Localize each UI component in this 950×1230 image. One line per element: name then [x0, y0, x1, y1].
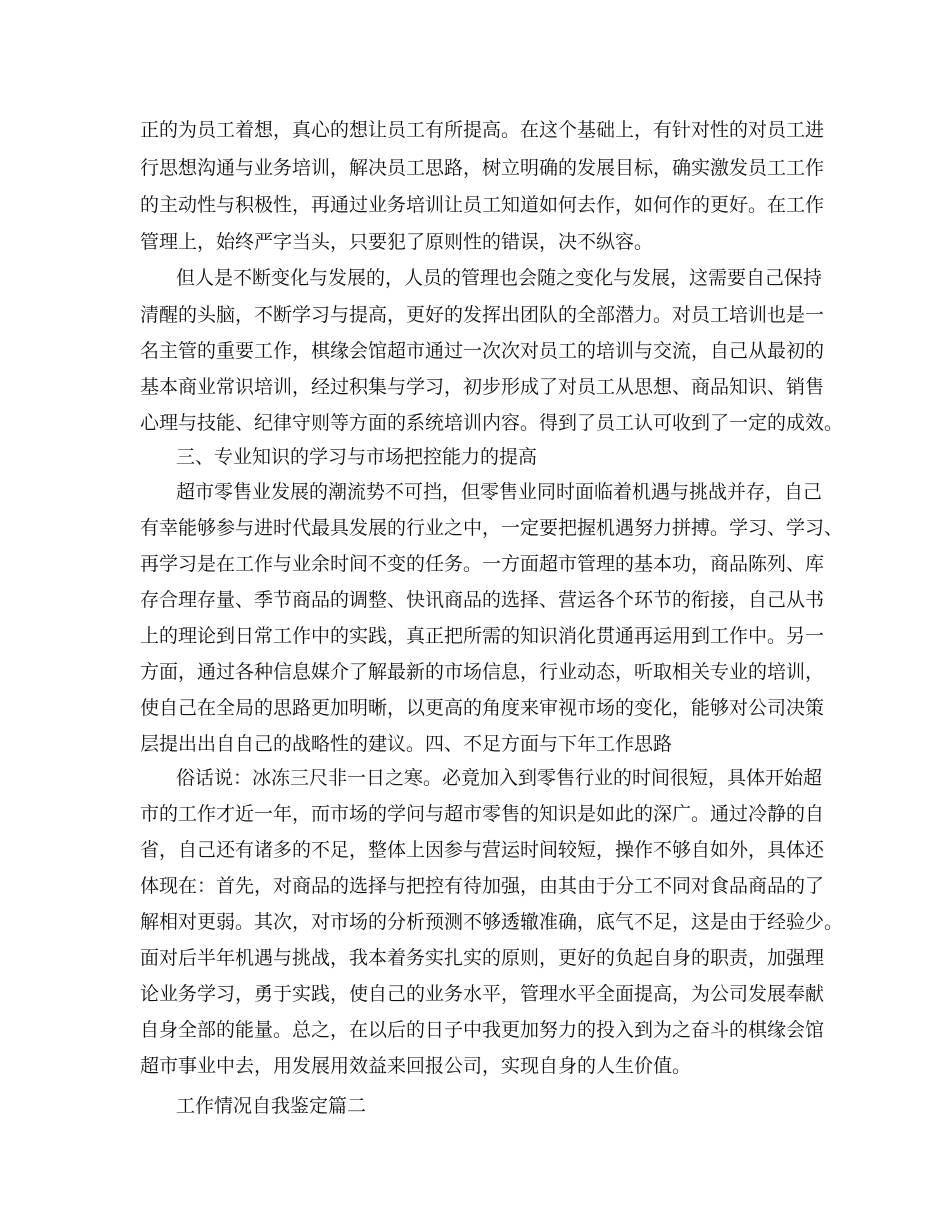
text-line: 自身全部的能量。总之，在以后的日子中我更加努力的投入到为之奋斗的棋缘会馆 — [140, 1019, 825, 1041]
text-line: 基本商业常识培训，经过积集与学习，初步形成了对员工从思想、商品知识、销售 — [140, 376, 825, 398]
text-line: 面对后半年机遇与挑战，我本着务实扎实的原则，更好的负起自身的职责，加强理 — [140, 947, 825, 969]
text-line: 上的理论到日常工作中的实践，真正把所需的知识消化贯通再运用到工作中。另一 — [140, 625, 825, 647]
text-line: 方面，通过各种信息媒介了解最新的市场信息，行业动态，听取相关专业的培训， — [140, 661, 825, 683]
text-line: 有幸能够参与进时代最具发展的行业之中，一定要把握机遇努力拼搏。学习、学习、 — [140, 517, 844, 539]
text-line: 正的为员工着想，真心的想让员工有所提高。在这个基础上，有针对性的对员工进 — [140, 119, 825, 141]
text-line: 体现在：首先，对商品的选择与把控有待加强，由其由于分工不同对食品商品的了 — [140, 875, 825, 897]
text-line: 名主管的重要工作，棋缘会馆超市通过一次次对员工的培训与交流，自己从最初的 — [140, 340, 825, 362]
text-line: 俗话说：冰冻三尺非一日之寒。必竟加入到零售行业的时间很短，具体开始超 — [176, 767, 823, 789]
text-line: 的主动性与积极性，再通过业务培训让员工知道如何去作，如何作的更好。在工作 — [140, 194, 825, 216]
text-line: 存合理存量、季节商品的调整、快讯商品的选择、营运各个环节的衔接，自己从书 — [140, 589, 825, 611]
text-line: 层提出出自自己的战略性的建议。四、不足方面与下年工作思路 — [140, 733, 673, 755]
text-line: 再学习是在工作与业余时间不变的任务。一方面超市管理的基本功，商品陈列、库 — [140, 553, 825, 575]
text-line: 论业务学习，勇于实践，使自己的业务水平，管理水平全面提高，为公司发展奉献 — [140, 983, 825, 1005]
text-line: 心理与技能、纪律守则等方面的系统培训内容。得到了员工认可收到了一定的成效。 — [140, 412, 844, 434]
text-line: 清醒的头脑，不断学习与提高，更好的发挥出团队的全部潜力。对员工培训也是一 — [140, 304, 825, 326]
text-line: 超市事业中去，用发展用效益来回报公司，实现自身的人生价值。 — [140, 1055, 692, 1077]
text-line: 超市零售业发展的潮流势不可挡，但零售业同时面临着机遇与挑战并存，自己 — [176, 481, 823, 503]
section-heading: 工作情况自我鉴定篇二 — [176, 1095, 367, 1117]
text-line: 省，自己还有诸多的不足，整体上因参与营运时间较短，操作不够自如外，具体还 — [140, 839, 825, 861]
text-line: 解相对更弱。其次，对市场的分析预测不够透辙准确，底气不足，这是由于经验少。 — [140, 911, 844, 933]
text-line: 但人是不断变化与发展的，人员的管理也会随之变化与发展，这需要自己保持 — [176, 267, 823, 289]
text-line: 使自己在全局的思路更加明晰，以更高的角度来审视市场的变化，能够对公司决策 — [140, 697, 825, 719]
section-heading: 三、专业知识的学习与市场把控能力的提高 — [176, 446, 538, 468]
text-line: 市的工作才近一年，而市场的学问与超市零售的知识是如此的深广。通过冷静的自 — [140, 803, 825, 825]
text-line: 行思想沟通与业务培训，解决员工思路，树立明确的发展目标，确实激发员工工作 — [140, 157, 825, 179]
text-line: 管理上，始终严字当头，只要犯了原则性的错误，决不纵容。 — [140, 231, 654, 253]
